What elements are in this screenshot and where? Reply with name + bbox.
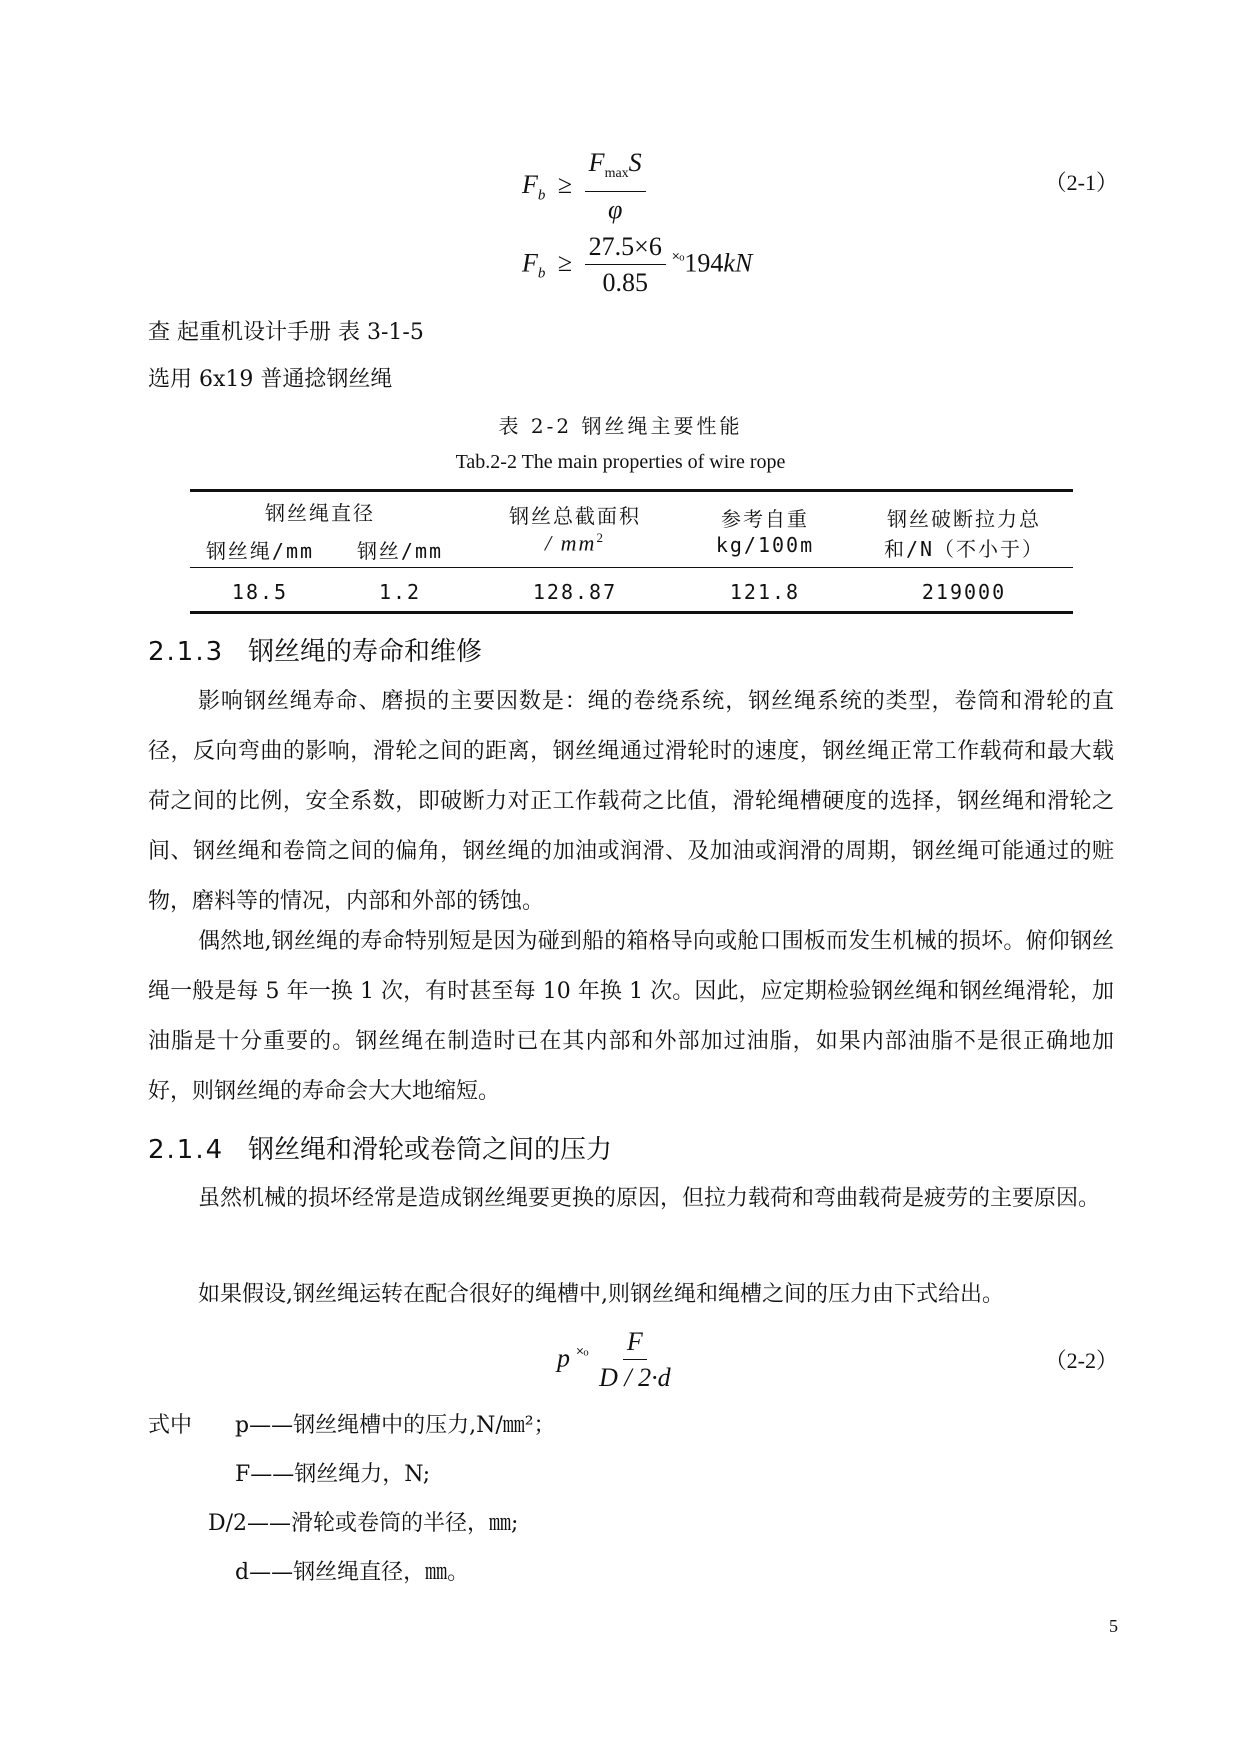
- table-col4-header-line1: 参考自重: [721, 507, 809, 531]
- eq1b-lhs: F: [522, 248, 538, 278]
- section-heading-2-1-4: [148, 1129, 612, 1166]
- eq2-den: D / 2·d: [599, 1363, 671, 1392]
- eq1b-result: 194: [684, 248, 724, 278]
- table-col4-header-line2: kg/100m: [715, 533, 815, 557]
- eq1b-num: 27.5×6: [585, 232, 666, 265]
- table-cell-weight: 121.8: [729, 580, 801, 604]
- equation-2-1-numeric: [522, 232, 752, 299]
- eq2-approx: ˟ᵒ: [576, 1344, 589, 1365]
- eq1b-fraction: [585, 232, 666, 299]
- table-cell-area: 128.87: [532, 580, 618, 604]
- eq1-num-s: S: [628, 148, 642, 177]
- eq1-lhs: F: [522, 170, 538, 200]
- eq1b-unit: kN: [723, 248, 753, 278]
- table-bottom-rule: [190, 611, 1073, 614]
- table-col3-sup: 2: [596, 530, 605, 545]
- table-col5-header-line2: 和/N（不小于）: [883, 537, 1045, 561]
- page-number: 5: [1109, 1616, 1118, 1636]
- section-title: 钢丝绳和滑轮或卷筒之间的压力: [248, 1135, 613, 1165]
- definition-p: p——钢丝绳槽中的压力,N/㎜²；: [235, 1413, 556, 1438]
- section-title: 钢丝绳的寿命和维修: [248, 637, 483, 667]
- section-number: 2.1.4: [148, 1135, 225, 1165]
- eq1-fraction: [585, 148, 646, 226]
- eq1b-lhs-sub: b: [537, 265, 546, 282]
- select-line: 选用 6x19 普通捻钢丝绳: [148, 367, 393, 392]
- table-col3-header-line2: [475, 530, 675, 556]
- section-heading-2-1-3: [148, 631, 482, 668]
- equation-number-2-2: （2-2）: [1044, 1348, 1118, 1373]
- table-cell-breaking-force: 219000: [921, 580, 1007, 604]
- table-col3-header-line1: 钢丝总截面积: [509, 504, 641, 528]
- definitions-lead: 式中: [148, 1413, 193, 1438]
- eq1-lhs-sub: b: [537, 187, 546, 204]
- eq2-fraction: [595, 1327, 675, 1394]
- eq1-rel: ≥: [557, 170, 573, 200]
- table-col5-header-line1: 钢丝破断拉力总: [887, 507, 1041, 531]
- paragraph-2-1-3-a: 影响钢丝绳寿命、磨损的主要因数是：绳的卷绕系统，钢丝绳系统的类型，卷筒和滑轮的直径，反向弯曲的影响，滑轮之间的距离，钢丝绳通过滑轮时的速度，钢丝绳正常工作载荷和最大载荷之间的比例，安全系数，即破断力对正工作载荷之比值，滑轮绳槽硬度的选择，钢丝绳和滑轮之间、钢丝绳和卷筒之间的偏角，钢丝绳的加油或润滑、及加油或润滑的周期，钢丝绳可能通过的赃物，磨料等的情况，内部和外部的锈蚀。: [148, 689, 1114, 914]
- table-top-rule: [190, 489, 1073, 492]
- eq1-den: φ: [607, 195, 623, 225]
- definition-f: F——钢丝绳力，N;: [235, 1462, 431, 1487]
- table-col3-unit: / mm: [545, 530, 597, 556]
- eq1-num-f: F: [588, 148, 605, 177]
- table-cell-rope-diameter: 18.5: [231, 580, 289, 604]
- definition-d-half: D/2——滑轮或卷筒的半径，㎜;: [208, 1511, 519, 1536]
- eq2-lhs: p: [557, 1343, 570, 1373]
- table-cell-wire-diameter: 1.2: [378, 580, 422, 604]
- equation-2-2: [557, 1327, 675, 1394]
- definition-d: d——钢丝绳直径，㎜。: [235, 1560, 470, 1585]
- table-col2-header: 钢丝/mm: [356, 539, 444, 563]
- paragraph-2-1-3-b: 偶然地,钢丝绳的寿命特别短是因为碰到船的箱格导向或舱口围板而发生机械的损坏。俯仰钢丝绳一般是每 5 年一换 1 次，有时甚至每 10 年换 1 次。因此，应定期检验钢丝绳和钢丝绳滑轮，加油脂是十分重要的。钢丝绳在制造时已在其内部和外部加过油脂，如果内部油脂不是很正确地加好，则钢丝绳的寿命会大大地缩短。: [148, 929, 1114, 1104]
- table-caption-en: Tab.2-2 The main properties of wire rope: [455, 451, 786, 473]
- section-number: 2.1.3: [148, 637, 225, 667]
- table-group-header: 钢丝绳直径: [265, 501, 375, 525]
- paragraph-2-1-4-b: 如果假设,钢丝绳运转在配合很好的绳槽中,则钢丝绳和绳槽之间的压力由下式给出。: [198, 1282, 1004, 1307]
- eq1b-approx: ˟ᵒ: [672, 249, 685, 270]
- table-mid-rule: [190, 567, 1073, 568]
- paragraph-2-1-4-a: 虽然机械的损坏经常是造成钢丝绳要更换的原因，但拉力载荷和弯曲载荷是疲劳的主要原因。: [198, 1186, 1101, 1211]
- equation-number-2-1: （2-1）: [1044, 170, 1118, 195]
- eq2-num: F: [623, 1327, 647, 1360]
- table-col1-header: 钢丝绳/mm: [205, 539, 315, 563]
- eq1b-den: 0.85: [602, 268, 648, 297]
- lookup-line: 查 起重机设计手册 表 3-1-5: [148, 320, 424, 345]
- equation-2-1: [522, 148, 646, 226]
- table-caption-cn: 表 2-2 钢丝绳主要性能: [498, 414, 743, 438]
- eq1b-rel: ≥: [557, 248, 573, 278]
- eq1-num-sub: max: [604, 166, 629, 182]
